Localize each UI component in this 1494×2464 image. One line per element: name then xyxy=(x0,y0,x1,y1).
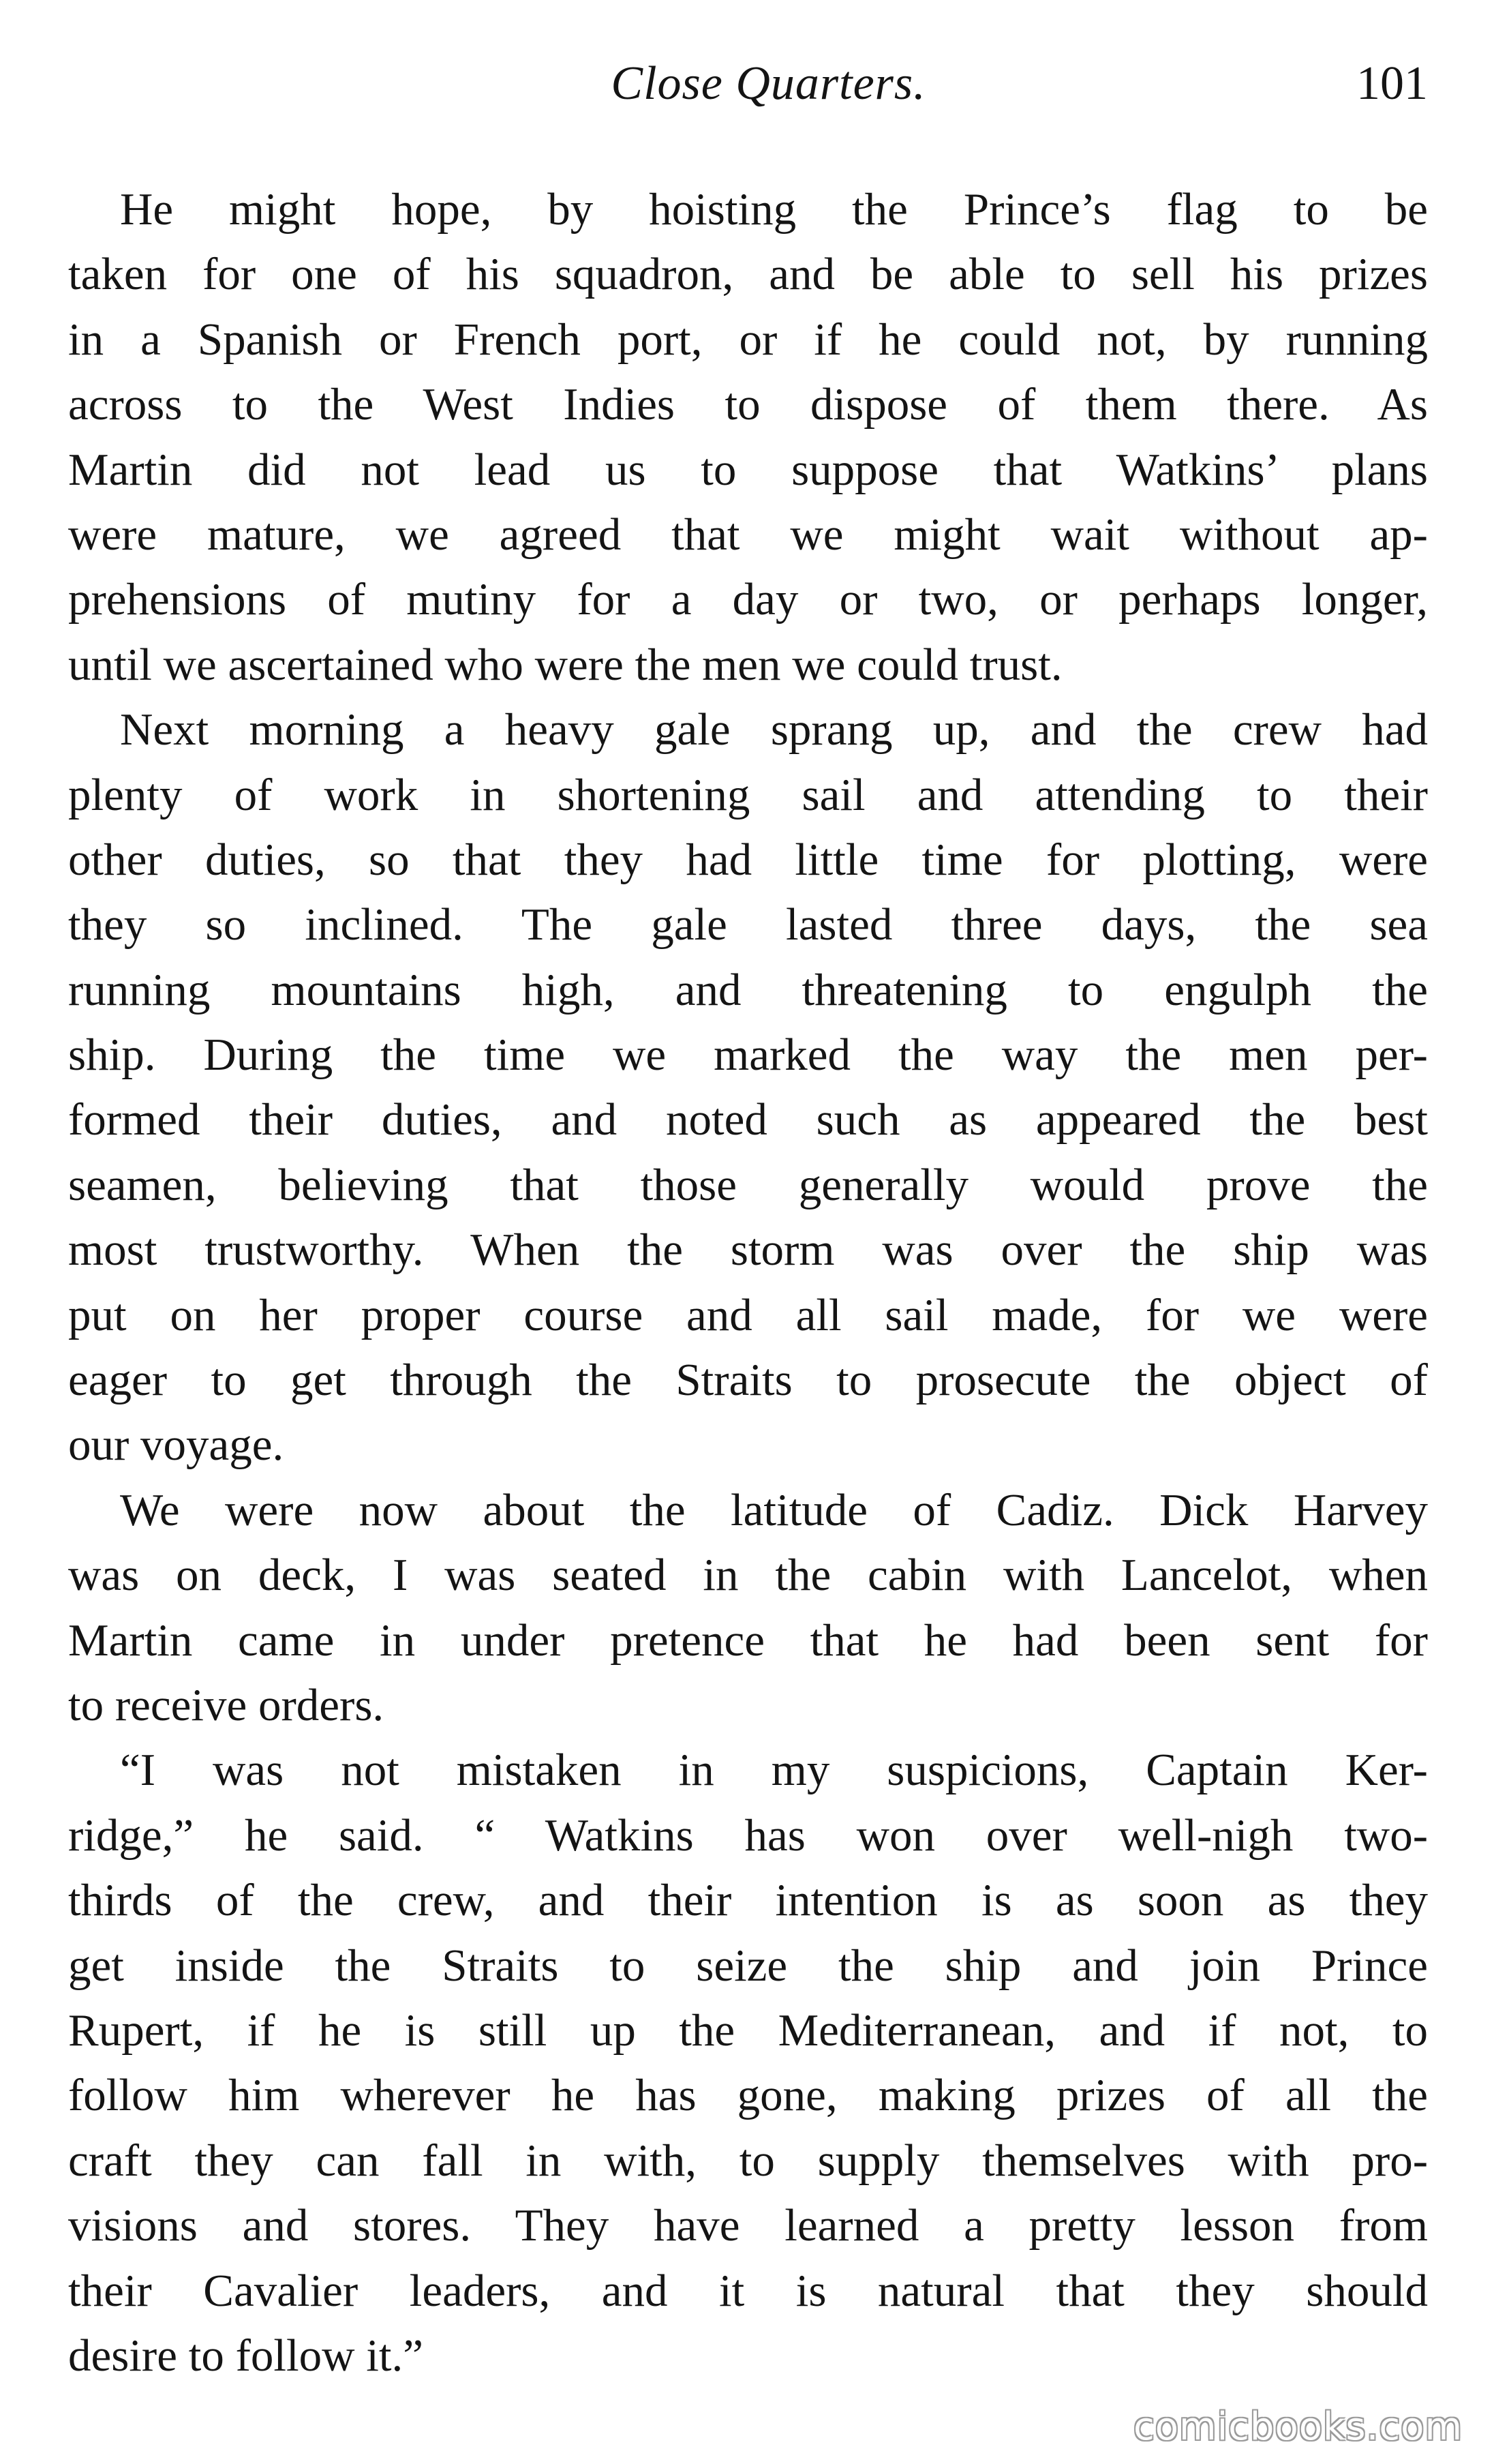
body-text xyxy=(68,177,1428,2388)
text-line: thirds of the crew, and their intention is as soon as they xyxy=(68,1875,1428,1926)
text-line: running mountains high, and threatening to engulph the xyxy=(68,964,1428,1015)
text-line: ship. During the time we marked the way the men per- xyxy=(68,1030,1428,1081)
text-line: formed their duties, and noted such as appeared the best xyxy=(68,1094,1428,1145)
text-line: Martin came in under pretence that he had been sent for xyxy=(68,1614,1428,1666)
paragraph xyxy=(68,177,1428,697)
page-number: 101 xyxy=(1356,57,1428,110)
text-line: Rupert, if he is still up the Mediterranean, and if not, to xyxy=(68,2004,1428,2056)
text-line: other duties, so that they had little time for plotting, were xyxy=(68,834,1428,885)
text-line: Martin did not lead us to suppose that Watkins’ plans xyxy=(68,444,1428,495)
text-line: our voyage. xyxy=(68,1419,284,1471)
text-line: plenty of work in shortening sail and attending to their xyxy=(68,769,1428,820)
text-line: they so inclined. The gale lasted three days, the sea xyxy=(68,899,1428,950)
text-line: We were now about the latitude of Cadiz. Dick Harvey xyxy=(120,1484,1428,1535)
text-line: put on her proper course and all sail made, for we were xyxy=(68,1289,1428,1340)
text-line: across to the West Indies to dispose of them there. As xyxy=(68,379,1428,430)
text-line: to receive orders. xyxy=(68,1679,384,1730)
text-line: most trustworthy. When the storm was over the ship was xyxy=(68,1225,1428,1276)
text-line: seamen, believing that those generally would prove the xyxy=(68,1159,1428,1210)
text-line: visions and stores. They have learned a pretty lesson from xyxy=(68,2200,1428,2251)
text-line: eager to get through the Straits to prosecute the object of xyxy=(68,1355,1428,1406)
text-line: get inside the Straits to seize the ship and join Prince xyxy=(68,1940,1428,1991)
text-line: He might hope, by hoisting the Prince’s flag to be xyxy=(120,184,1428,235)
paragraph xyxy=(68,1478,1428,1739)
paragraph xyxy=(68,1738,1428,2388)
chapter-title: Close Quarters. xyxy=(611,57,926,110)
text-line: ridge,” he said. “ Watkins has won over well-nigh two- xyxy=(68,1809,1428,1861)
paragraph xyxy=(68,697,1428,1478)
text-line: follow him wherever he has gone, making prizes of all the xyxy=(68,2070,1428,2121)
text-line: prehensions of mutiny for a day or two, or perhaps longer, xyxy=(68,574,1428,625)
text-line: were mature, we agreed that we might wait without ap- xyxy=(68,509,1428,560)
text-line: craft they can fall in with, to supply themselves with pro- xyxy=(68,2135,1428,2186)
text-line: was on deck, I was seated in the cabin with Lancelot, when xyxy=(68,1550,1428,1601)
text-line: “I was not mistaken in my suspicions, Captain Ker- xyxy=(120,1745,1428,1796)
watermark: comicbooks.com xyxy=(1133,2405,1463,2449)
text-line: until we ascertained who were the men we could trust. xyxy=(68,639,1063,690)
text-line: taken for one of his squadron, and be able to sell his prizes xyxy=(68,249,1428,300)
text-line: their Cavalier leaders, and it is natural that they should xyxy=(68,2265,1428,2316)
text-line: Next morning a heavy gale sprang up, and the crew had xyxy=(120,704,1428,755)
text-line: desire to follow it.” xyxy=(68,2330,423,2381)
text-line: in a Spanish or French port, or if he could not, by running xyxy=(68,314,1428,365)
running-head xyxy=(68,53,1428,115)
